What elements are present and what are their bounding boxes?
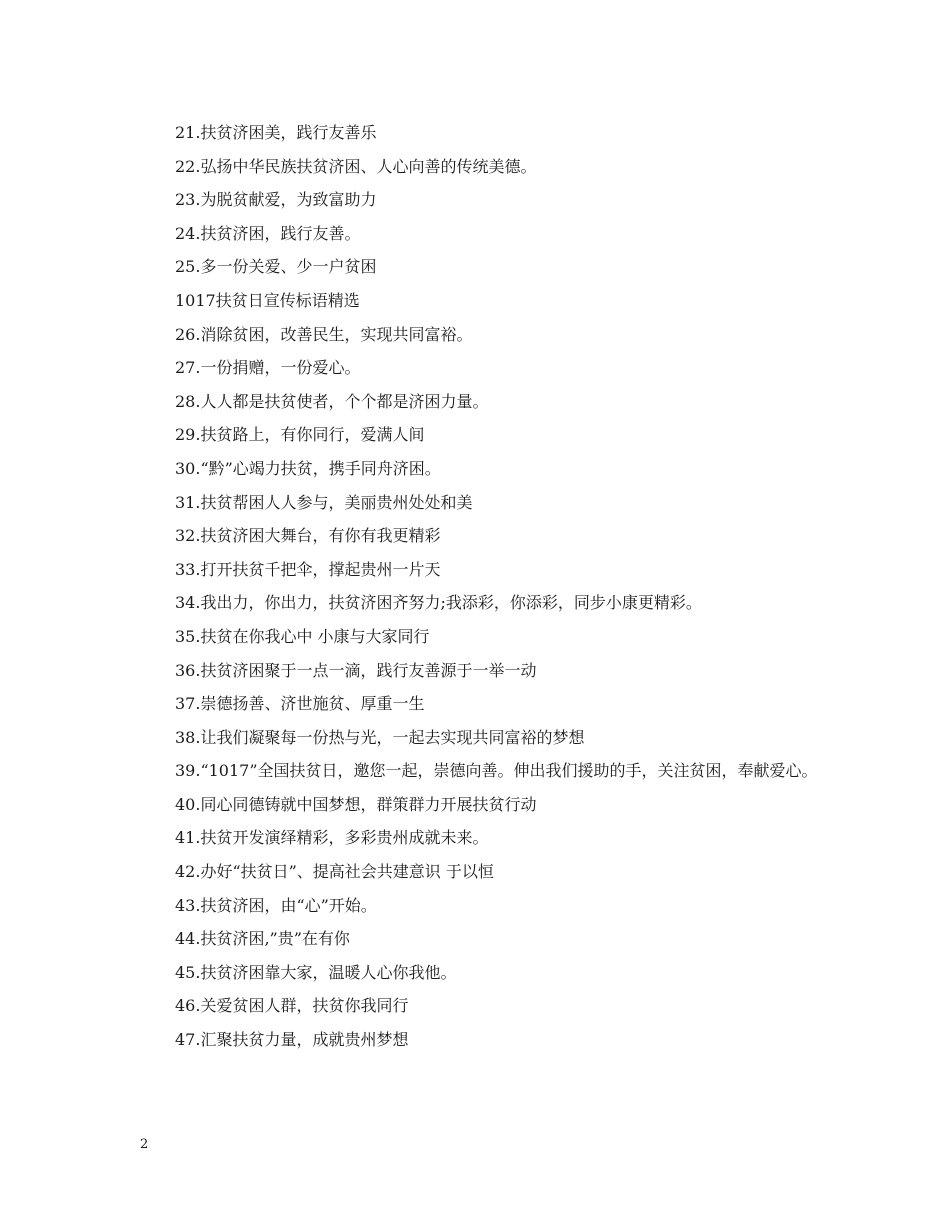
slogan-line: 41.扶贫开发演绎精彩，多彩贵州成就未来。	[175, 828, 489, 848]
document-body	[140, 116, 830, 1057]
slogan-line: 43.扶贫济困，由“心”开始。	[175, 895, 377, 915]
slogan-line: 34.我出力，你出力，扶贫济困齐努力;我添彩，你添彩，同步小康更精彩。	[175, 593, 702, 613]
slogan-line: 27.一份捐赠，一份爱心。	[175, 358, 361, 378]
slogan-line: 37.崇德扬善、济世施贫、厚重一生	[175, 694, 425, 714]
slogan-line: 24.扶贫济困，践行友善。	[175, 223, 361, 243]
slogan-line: 21.扶贫济困美，践行友善乐	[175, 123, 377, 142]
slogan-line: 25.多一份关爱、少一户贫困	[175, 257, 377, 277]
slogan-line: 29.扶贫路上，有你同行，爱满人间	[175, 425, 425, 445]
slogan-line: 36.扶贫济困聚于一点一滴，践行友善源于一举一动	[175, 660, 537, 680]
section-heading: 1017扶贫日宣传标语精选	[175, 290, 360, 310]
slogan-line: 33.打开扶贫千把伞，撑起贵州一片天	[175, 559, 441, 579]
slogan-line: 35.扶贫在你我心中 小康与大家同行	[175, 626, 430, 646]
slogan-line: 45.扶贫济困靠大家，温暖人心你我他。	[175, 962, 457, 982]
slogan-line: 30.“黔”心竭力扶贫，携手同舟济困。	[175, 458, 441, 478]
slogan-line: 26.消除贫困，改善民生，实现共同富裕。	[175, 324, 473, 344]
slogan-line: 38.让我们凝聚每一份热与光，一起去实现共同富裕的梦想	[175, 727, 585, 747]
slogan-line: 46.关爱贫困人群，扶贫你我同行	[175, 996, 409, 1016]
slogan-line: 31.扶贫帮困人人参与，美丽贵州处处和美	[175, 492, 473, 512]
slogan-line: 23.为脱贫献爱，为致富助力	[175, 190, 377, 210]
slogan-line: 47.汇聚扶贫力量，成就贵州梦想	[175, 1030, 409, 1050]
page-number: 2	[140, 1137, 149, 1152]
slogan-line: 22.弘扬中华民族扶贫济困、人心向善的传统美德。	[175, 156, 537, 176]
slogan-line: 28.人人都是扶贫使者，个个都是济困力量。	[175, 391, 489, 411]
slogan-line: 40.同心同德铸就中国梦想，群策群力开展扶贫行动	[175, 794, 537, 814]
slogan-line: 32.扶贫济困大舞台，有你有我更精彩	[175, 526, 441, 546]
slogan-line: 42.办好“扶贫日”、提高社会共建意识 于以恒	[175, 862, 494, 882]
slogan-paragraph: 39.“1017”全国扶贫日，邀您一起，崇德向善。伸出我们援助的手，关注贫困，奉献爱心。	[175, 761, 818, 781]
slogan-line: 44.扶贫济困,”贵”在有你	[175, 929, 350, 949]
